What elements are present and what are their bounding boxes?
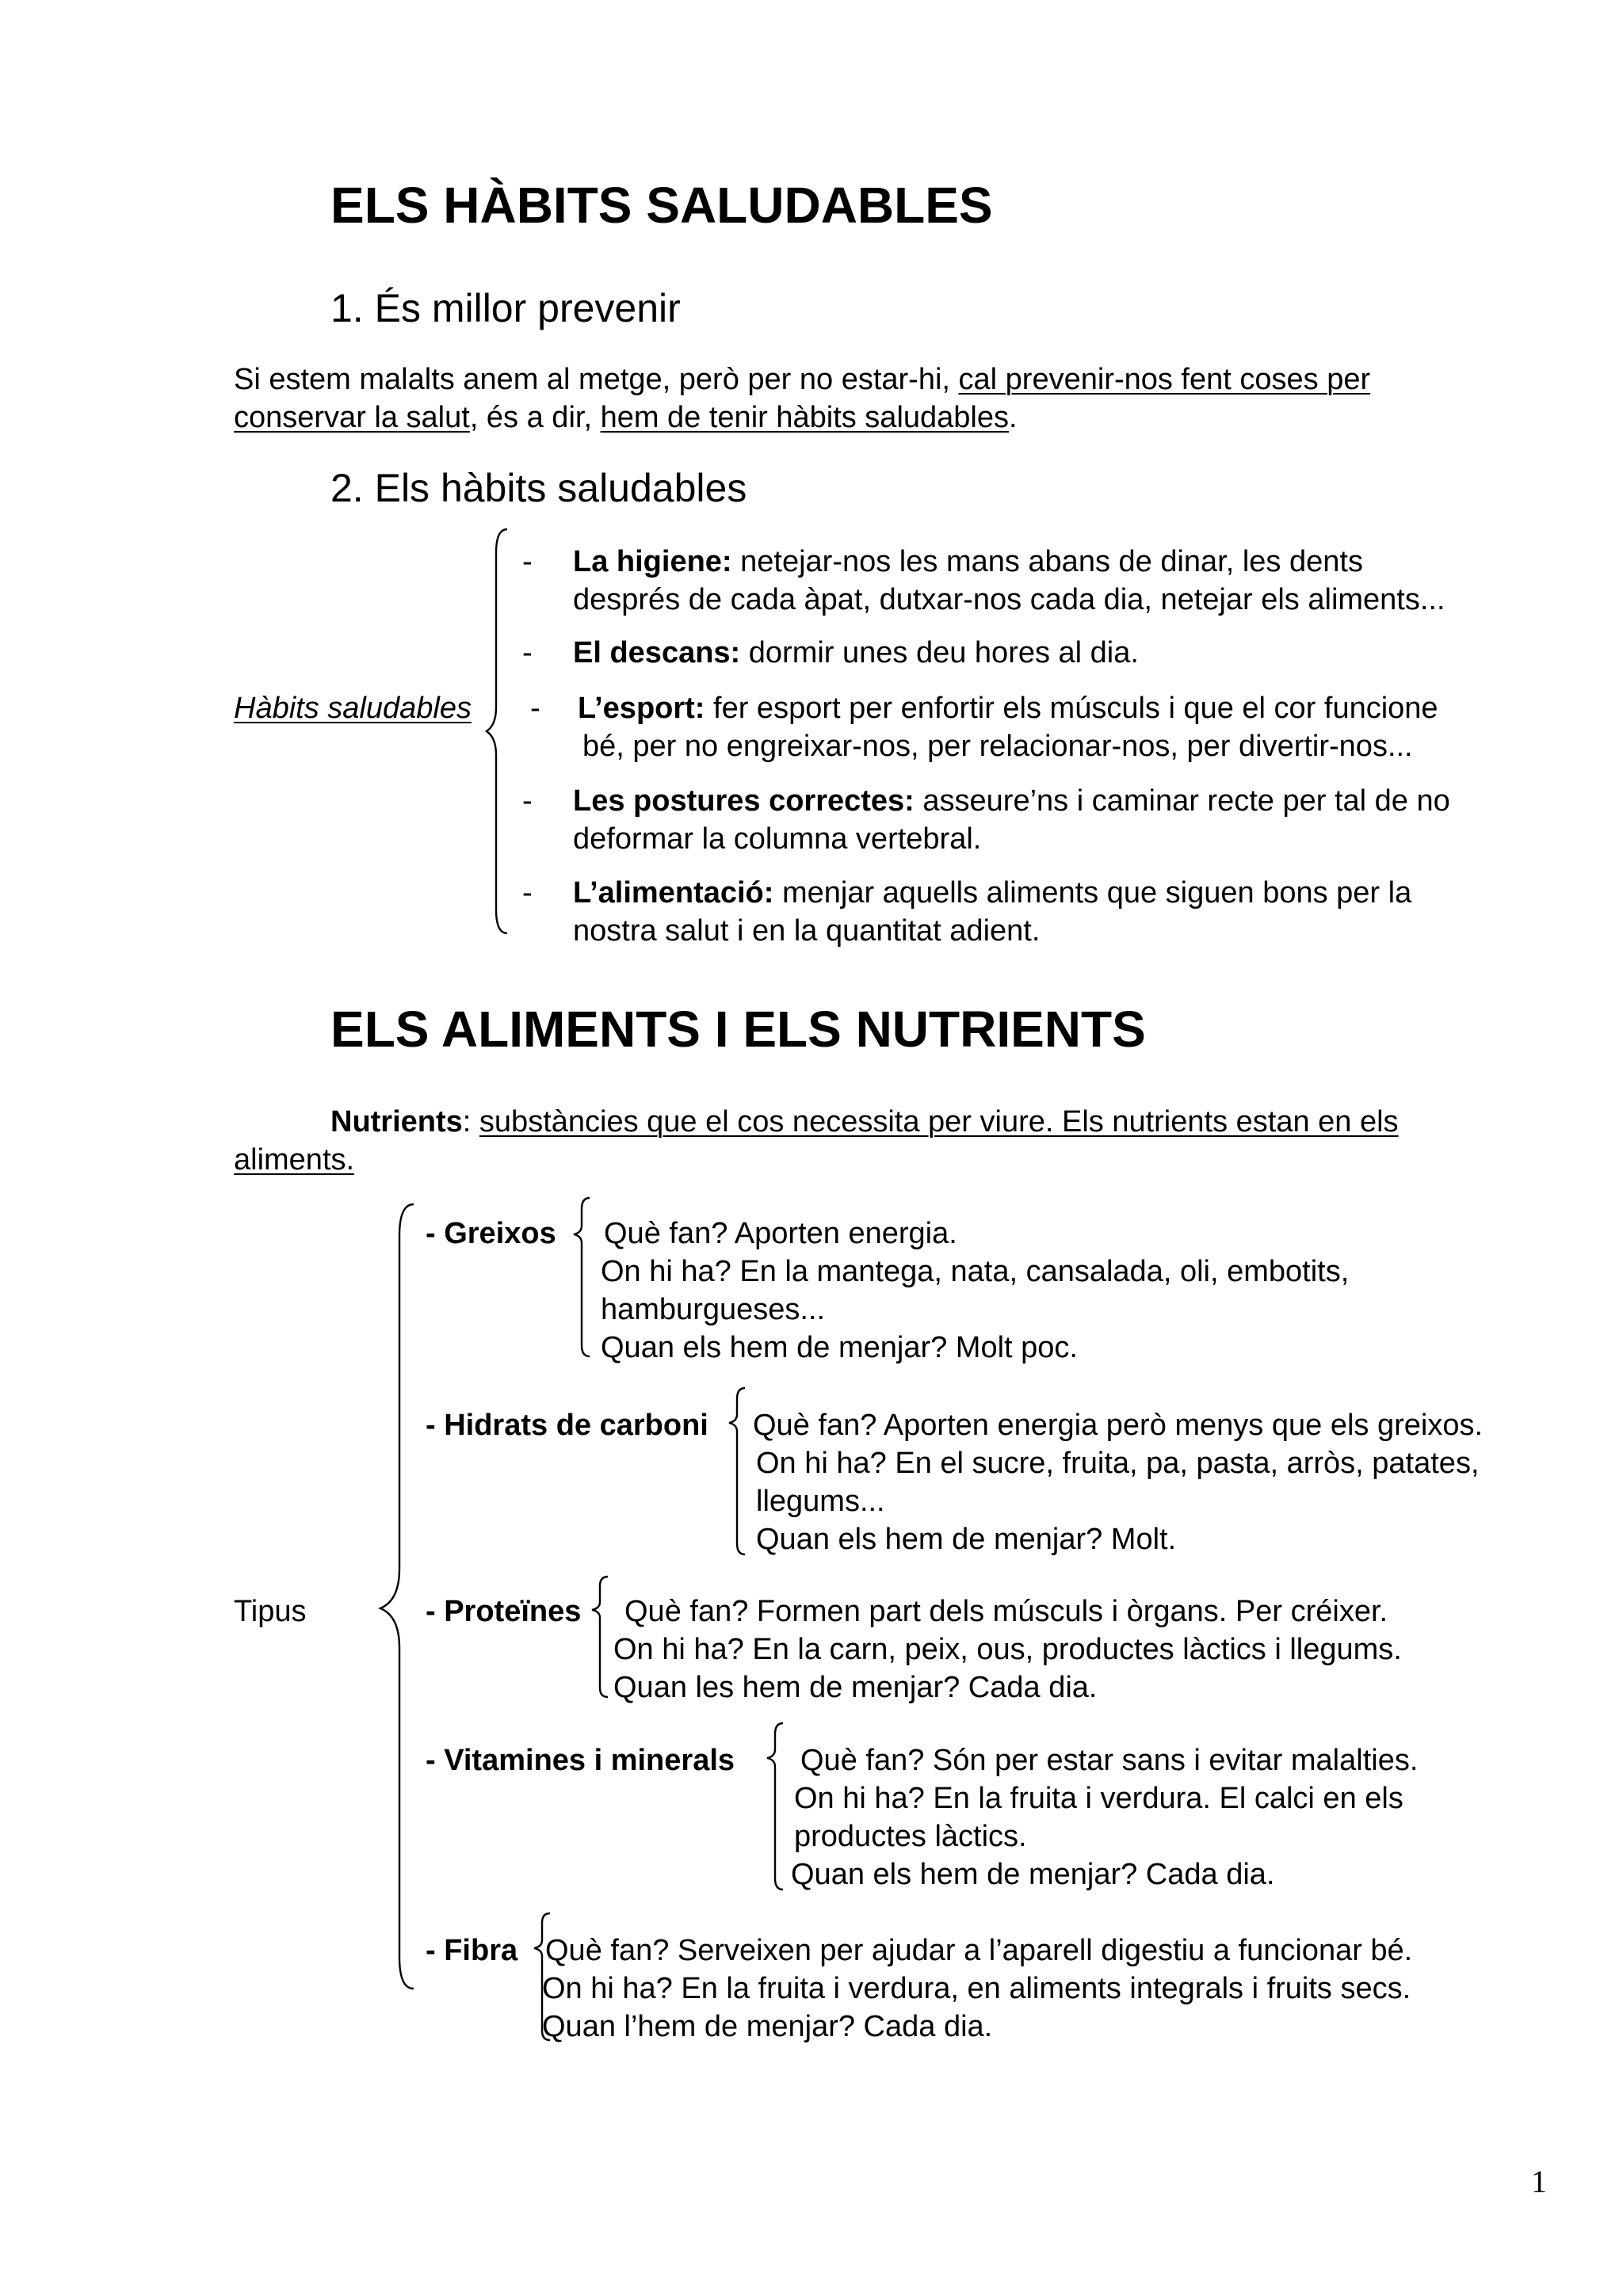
- para-underline-1: cal prevenir-nos fent coses per: [958, 363, 1371, 396]
- hidrats-brace: [727, 1388, 751, 1554]
- page-number: 1: [1531, 2164, 1547, 2199]
- paragraph-line-1: [234, 360, 1370, 399]
- nutrient-name: - Hidrats de carboni: [426, 1409, 708, 1442]
- tipus-label: Tipus: [234, 1595, 307, 1628]
- habit-term: Les postures correctes:: [573, 784, 915, 818]
- habits-brace: [491, 529, 523, 933]
- nutrient-name: - Fibra: [426, 1934, 518, 1967]
- proteines-brace: [590, 1577, 614, 1697]
- habit-term: L’alimentació:: [573, 876, 774, 910]
- tipus-brace: [379, 1204, 426, 1989]
- habits-group-label: Hàbits saludables: [234, 692, 472, 725]
- paragraph-line-2: [234, 399, 1018, 437]
- para-underline-3: hem de tenir hàbits saludables: [600, 401, 1009, 434]
- nutrients-definition-line-2: aliments.: [234, 1143, 355, 1177]
- nutrient-name: - Vitamines i minerals: [426, 1744, 735, 1777]
- para-underline-2: conservar la salut: [234, 401, 470, 434]
- nutrients-definition-line-1: Nutrients: substàncies que el cos necessita per viure. Els nutrients estan en els: [330, 1105, 1399, 1138]
- heading-habits-saludables: 2. Els hàbits saludables: [330, 466, 747, 510]
- habit-term: L’esport:: [578, 692, 705, 725]
- nutrient-name: - Proteïnes: [426, 1595, 582, 1628]
- title-aliments: ELS ALIMENTS I ELS NUTRIENTS: [330, 1001, 1146, 1058]
- para-text-a: Si estem malalts anem al metge, però per no estar-hi,: [234, 363, 959, 396]
- nutrient-name: - Greixos: [426, 1217, 556, 1250]
- heading-prevenir: 1. És millor prevenir: [330, 286, 681, 330]
- vitamines-brace: [766, 1723, 789, 1890]
- para-text-c: .: [1009, 401, 1018, 434]
- greixos-brace: [572, 1198, 596, 1356]
- habit-term: El descans:: [573, 636, 741, 669]
- nutrients-term: Nutrients: [330, 1105, 463, 1138]
- title-habits: ELS HÀBITS SALUDABLES: [330, 177, 993, 234]
- habit-term: La higiene:: [573, 545, 732, 578]
- para-text-b: , és a dir,: [469, 401, 601, 434]
- nutrients-def: substàncies que el cos necessita per viure. Els nutrients estan en els: [479, 1105, 1399, 1138]
